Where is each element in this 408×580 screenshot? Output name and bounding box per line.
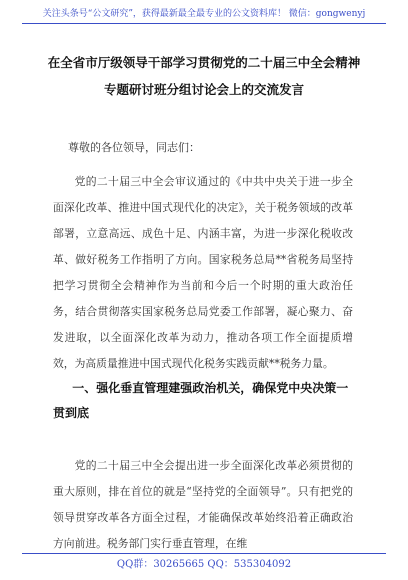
header-notice: 关注头条号“公文研究”，获得最新最全最专业的公文资料库！ 微信：gongwenyj [42, 9, 366, 19]
body-paragraph-1: 党的二十届三中全会审议通过的《中共中央关于进一步全面深化改革、推进中国式现代化的决定》，关于税务领域的改革部署，立意高远、成色十足、内涵丰富，为进一步深化税收改革、做好税务工作指明了方向。国家税务总局**省税务局坚持把学习贯彻全会精神作为当前和今后一个时期的重大政治任务，结合贯彻落实国家税务总局党委工作部署，凝心聚力、奋发进取，以全面深化改革为动力，推动各项工作全面提质增效，为高质量推进中国式现代化税务实践贡献**税务力量。 [53, 175, 353, 370]
document-title-line-2: 专题研讨班分组讨论会上的交流发言 [103, 82, 304, 97]
body-paragraph-2: 党的二十届三中全会提出进一步全面深化改革必须贯彻的重大原则，排在首位的就是“坚持党的全面领导”。只有把党的领导贯穿改革各方面全过程，才能确保改革始终沿着正确政治方向前进。税务部门实行垂直管理，在维 [53, 459, 353, 550]
footer-contact: QQ群：30265665 QQ：535304092 [116, 559, 292, 570]
header-divider [22, 23, 386, 24]
document-title-line-1: 在全省市厅级领导干部学习贯彻党的二十届三中全会精神 [47, 55, 361, 70]
footer-divider [22, 553, 386, 554]
section-heading-1: 一、强化垂直管理建强政治机关，确保党中央决策一贯到底 [53, 381, 349, 420]
salutation: 尊敬的各位领导，同志们： [68, 141, 200, 154]
